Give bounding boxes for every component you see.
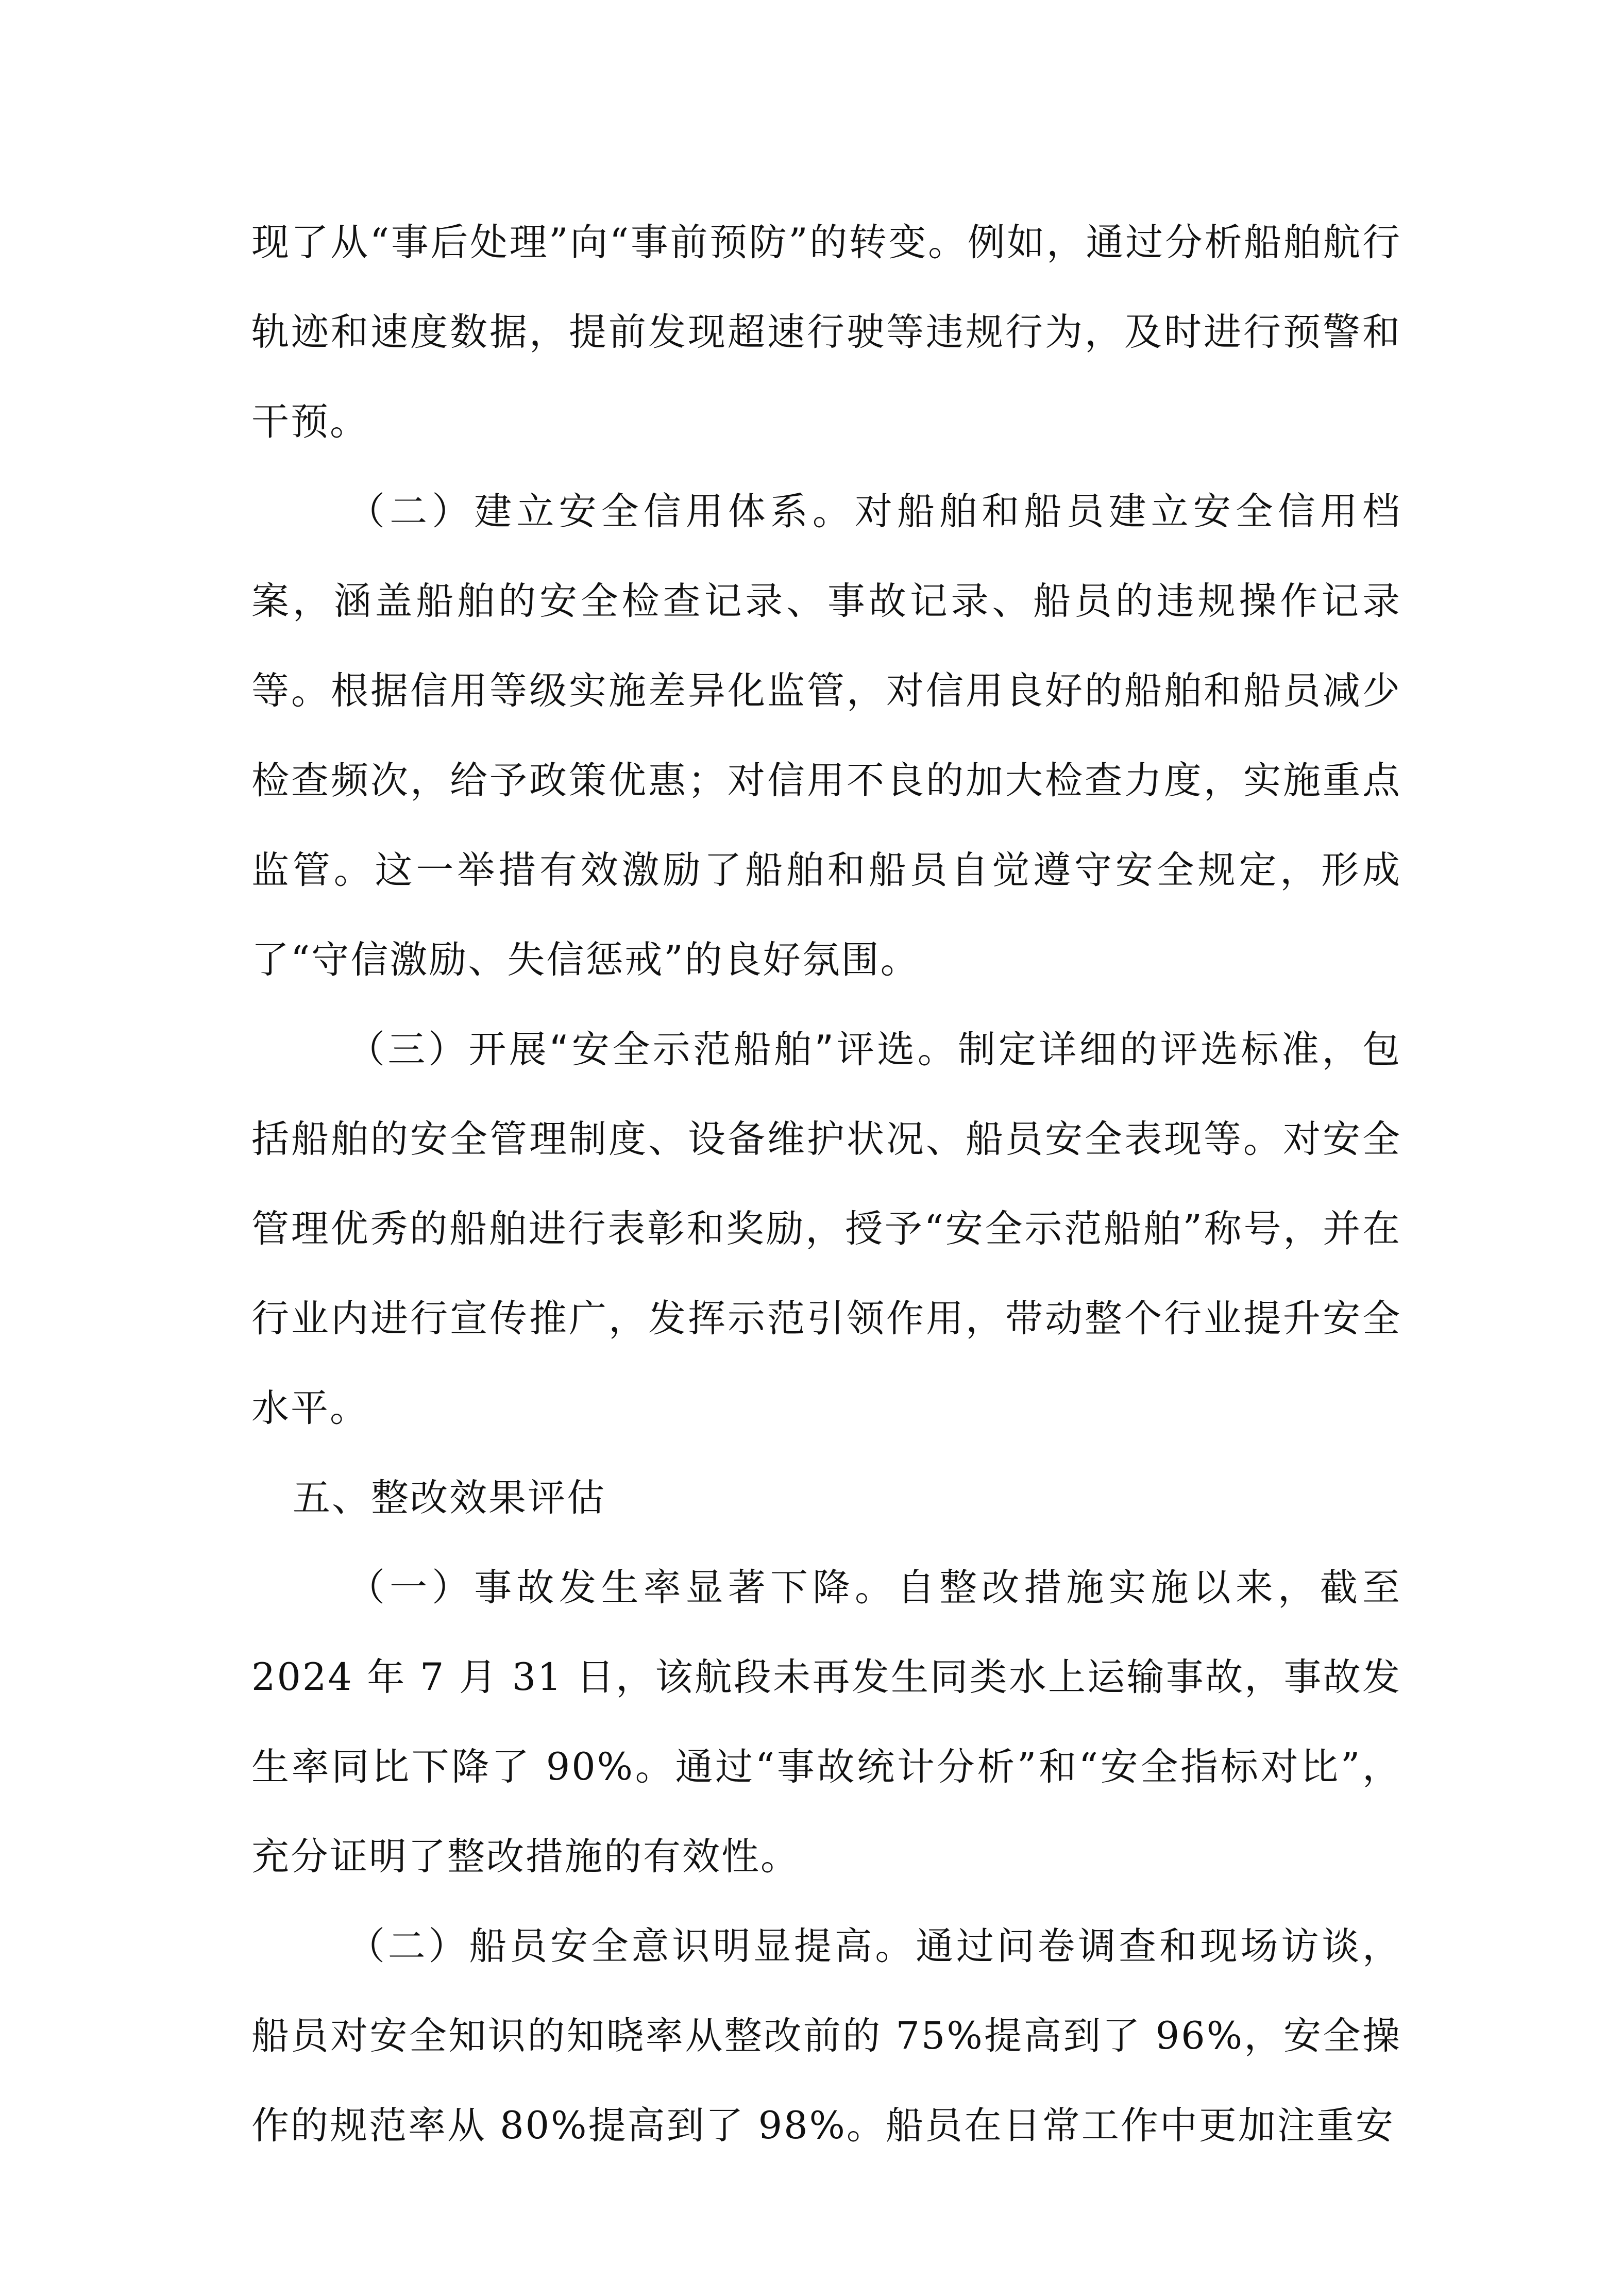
paragraph-text: 对船舶和船员建立安全信用档案，涵盖船舶的安全检查记录、事故记录、船员的违规操作记录等。根据信用等级实施差异化监管，对信用良好的船舶和船员减少检查频次，给予政策优惠；对信用不良的加大检查力度，实施重点监管。这一举措有效激励了船舶和船员自觉遵守安全规定，形成了“守信激励、失信惩戒”的良好氛围。 [251,490,1401,982]
paragraph-text: 通过问卷调查和现场访谈，船员对安全知识的知晓率从整改前的 75%提高到了 96%，安全操作的规范率从 80%提高到了 98%。船员在日常工作中更加注重安 [251,1924,1402,2148]
paragraph-continuation [251,198,1401,467]
paragraph-model-ship [251,1005,1401,1453]
section-heading: 五、整改效果评估 [293,1476,606,1520]
paragraph-text: 自整改措施实施以来，截至2024 年 7 月 31 日，该航段未再发生同类水上运输事故，事故发生率同比下降了 90%。通过“事故统计分析”和“安全指标对比”，充分证明了整改措施的有效性。 [251,1566,1402,1879]
paragraph-lead: （三）开展“安全示范船舶”评选。 [347,1028,958,1071]
paragraph-crew-awareness [251,1902,1401,2171]
paragraph-lead: （一）事故发生率显著下降。 [347,1566,898,1610]
paragraph-accident-rate [251,1543,1401,1902]
paragraph-lead: （二）建立安全信用体系。 [347,490,855,533]
document-body [251,198,1401,2171]
paragraph-lead: （二）船员安全意识明显提高。 [347,1924,916,1968]
paragraph-text: 制定详细的评选标准，包括船舶的安全管理制度、设备维护状况、船员安全表现等。对安全管理优秀的船舶进行表彰和奖励，授予“安全示范船舶”称号，并在行业内进行宣传推广，发挥示范引领作用，带动整个行业提升安全水平。 [251,1028,1402,1430]
paragraph-text: 现了从“事后处理”向“事前预防”的转变。例如，通过分析船舶航行轨迹和速度数据，提前发现超速行驶等违规行为，及时进行预警和干预。 [251,221,1401,444]
paragraph-credit-system [251,467,1401,1005]
